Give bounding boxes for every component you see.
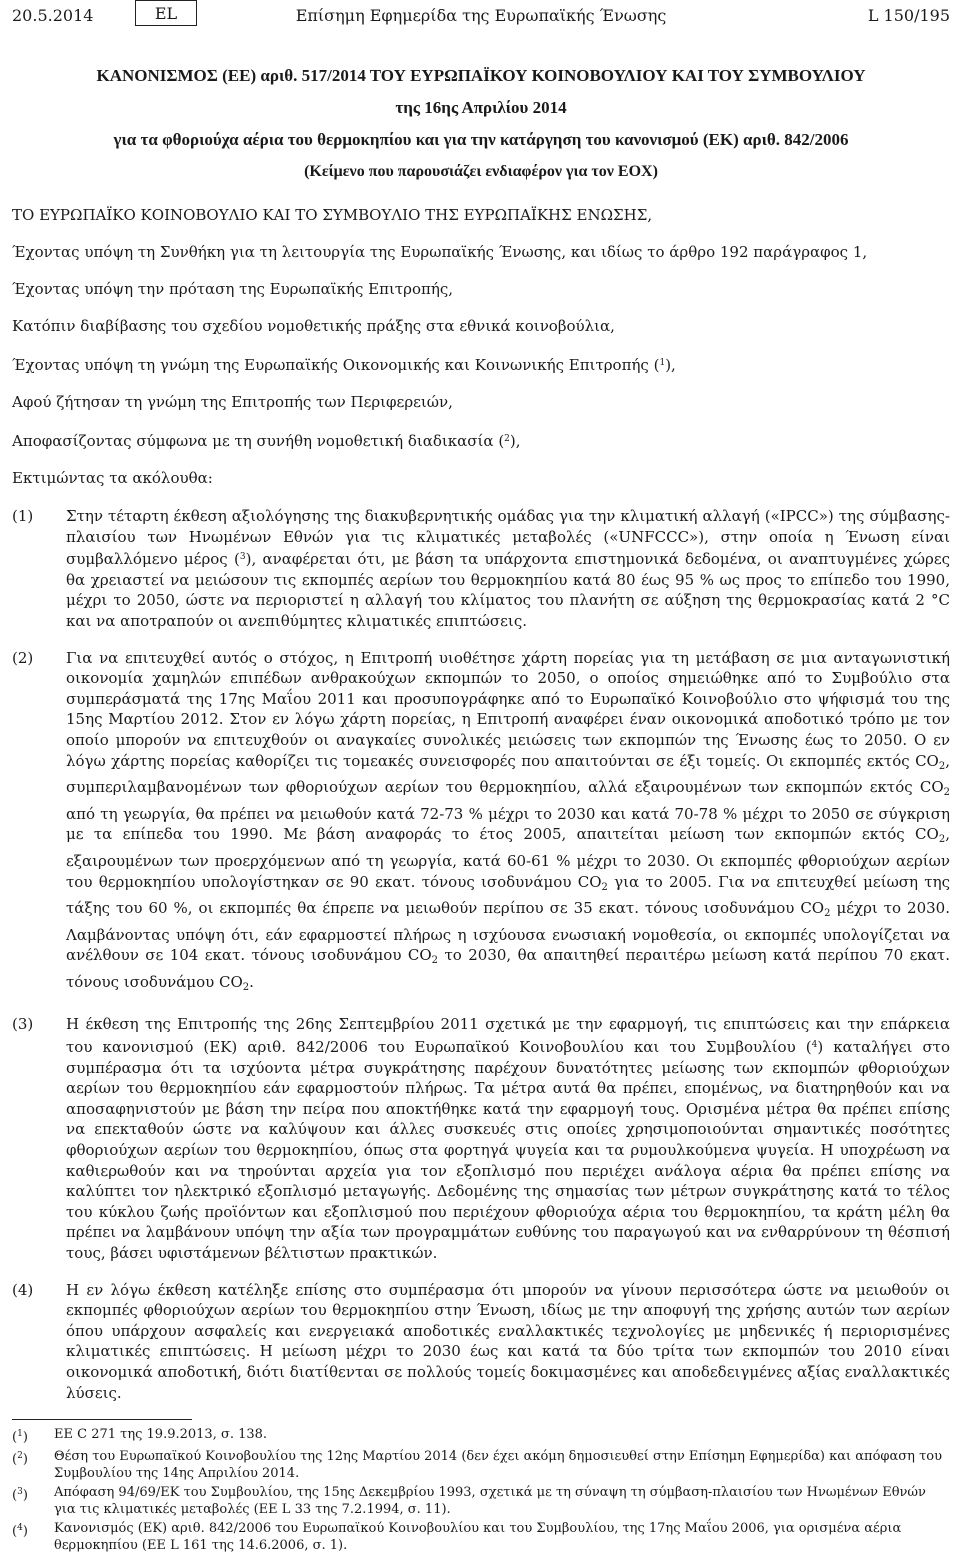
footnote-number: 1 xyxy=(17,1429,23,1440)
preamble-proposal: Έχοντας υπόψη την πρόταση της Ευρωπαϊκής Επιτροπής, xyxy=(12,280,453,298)
preamble-eesc: Έχοντας υπόψη τη γνώμη της Ευρωπαϊκής Οικονομικής και Κοινωνικής Επιτροπής ($^1$), xyxy=(12,356,676,374)
preamble-transmission: Κατόπιν διαβίβασης του σχεδίου νομοθετικής πράξης στα εθνικά κοινοβούλια, xyxy=(12,317,615,335)
preamble-whereas: Εκτιμώντας τα ακόλουθα: xyxy=(12,469,213,487)
recital-4 xyxy=(12,1280,950,1404)
footnote-number: 4 xyxy=(17,1523,23,1534)
footnote-3: ($^3$) Απόφαση 94/69/ΕΚ του Συμβουλίου, της 15ης Δεκεμβρίου 1993, σχετικά με τη σύναψη τη σύμβαση-πλαισίου των Ηνωμένων Εθνών για τις κλιματικές μεταβολές (ΕΕ L 33 της 7.2.1994, σ. 11). xyxy=(12,1484,950,1518)
preamble-treaty: Έχοντας υπόψη τη Συνθήκη για τη λειτουργία της Ευρωπαϊκής Ένωσης, και ιδίως το άρθρο 192 παράγραφος 1, xyxy=(12,243,868,261)
recital-2 xyxy=(12,648,950,999)
title-line-2: της 16ης Απριλίου 2014 xyxy=(395,98,567,117)
preamble-regions: Αφού ζήτησαν τη γνώμη της Επιτροπής των Περιφερειών, xyxy=(12,393,453,411)
footnote-ref[interactable]: 2 xyxy=(504,434,510,444)
regulation-title xyxy=(12,60,950,188)
footnote-number: 2 xyxy=(17,1451,23,1462)
footnote-text: Θέση του Ευρωπαϊκού Κοινοβουλίου της 12ης Μαρτίου 2014 (δεν έχει ακόμη δημοσιευθεί στην Επίσημη Εφημερίδα) και απόφαση του Συμβουλίου της 14ης Απριλίου 2014. xyxy=(54,1449,943,1482)
recital-number: (3) xyxy=(12,1015,34,1034)
recital-text: Η εν λόγω έκθεση κατέληξε επίσης στο συμπέρασμα ότι μπορούν να γίνουν περισσότερα ώστε να μειωθούν οι εκπομπές φθοριούχων αερίων του θερμοκηπίου στην Ένωση, ιδίως με την αποφυγή της χρήσης αυτών των αερίων όπου υπάρχουν ασφαλείς και ενεργειακά αποδοτικές εναλλακτικές τεχνολογίες με μηδενικές ή περιορισμένες κλιματικές επιπτώσεις. Η μείωση μέχρι το 2030 έως και κατά τα δύο τρίτα των εκπομπών του 2010 είναι οικονομικά αποδοτική, διότι διατίθενται σε πολλούς τομείς δοκιμασμένες και αποδεδειγμένες αξίας εναλλακτικές λύσεις. xyxy=(66,1280,950,1402)
preamble-institutions: ΤΟ ΕΥΡΩΠΑΪΚΟ ΚΟΙΝΟΒΟΥΛΙΟ ΚΑΙ ΤΟ ΣΥΜΒΟΥΛΙΟ ΤΗΣ ΕΥΡΩΠΑΪΚΗΣ ΕΝΩΣΗΣ, xyxy=(12,206,653,224)
footnote-4: ($^4$) Κανονισμός (ΕΚ) αριθ. 842/2006 του Ευρωπαϊκού Κοινοβουλίου και του Συμβουλίου, της 17ης Μαΐου 2006, για ορισμένα αέρια θερμοκηπίου (ΕΕ L 161 της 14.6.2006, σ. 1). xyxy=(12,1520,950,1554)
footnote-text: Απόφαση 94/69/ΕΚ του Συμβουλίου, της 15ης Δεκεμβρίου 1993, σχετικά με τη σύναψη τη σύμβαση-πλαισίου των Ηνωμένων Εθνών για τις κλιματικές μεταβολές (ΕΕ L 33 της 7.2.1994, σ. 11). xyxy=(54,1485,926,1518)
footnote-ref[interactable]: 3 xyxy=(239,552,246,563)
preamble-procedure: Αποφασίζοντας σύμφωνα με τη συνήθη νομοθετική διαδικασία ($^2$), xyxy=(12,432,521,450)
language-badge: EL xyxy=(135,0,197,26)
footnote-number: 3 xyxy=(17,1487,23,1498)
recital-1 xyxy=(12,506,950,632)
footnote-1: ($^1$) ΕΕ C 271 της 19.9.2013, σ. 138. xyxy=(12,1426,950,1446)
preamble xyxy=(12,206,950,488)
publication-date: 20.5.2014 xyxy=(12,6,94,25)
footnote-2: ($^2$) Θέση του Ευρωπαϊκού Κοινοβουλίου της 12ης Μαρτίου 2014 (δεν έχει ακόμη δημοσιευθεί στην Επίσημη Εφημερίδα) και απόφαση του Συμβουλίου της 14ης Απριλίου 2014. xyxy=(12,1448,950,1482)
recital-number: (2) xyxy=(12,648,34,667)
title-line-1: ΚΑΝΟΝΙΣΜΟΣ (ΕΕ) αριθ. 517/2014 ΤΟΥ ΕΥΡΩΠΑΪΚΟΥ ΚΟΙΝΟΒΟΥΛΙΟΥ ΚΑΙ ΤΟΥ ΣΥΜΒΟΥΛΙΟΥ xyxy=(96,66,866,85)
footnote-ref[interactable]: 1 xyxy=(659,358,666,368)
recital-text: Η έκθεση της Επιτροπής της 26ης Σεπτεμβρίου 2011 σχετικά με την εφαρμογή, τις επιπτώσεις και την επάρκεια του κανονισμού (ΕΚ) αριθ. 842/2006 του Ευρωπαϊκού Κοινοβουλίου και του Συμβουλίου ($^4$) καταλήγει στο συμπέρασμα ότι τα ισχύοντα μέτρα συγκράτησης παρέχουν δυνατότητες μείωσης των εκπομπών φθοριούχων αερίων του θερμοκηπίου εάν εφαρμοστούν πλήρως. Τα μέτρα αυτά θα πρέπει, επομένως, να διατηρηθούν και να αποσαφηνιστούν με βάση την πείρα που αποκτήθηκε κατά την εφαρμογή τους. Ορισμένα μέτρα θα πρέπει επίσης να επεκταθούν ώστε να καλύψουν και άλλες συσκευές στις οποίες χρησιμοποιούνται σημαντικές ποσότητες φθοριούχων αερίων του θερμοκηπίου, όπως στα φορτηγά ψυγεία και τα ρυμουλκούμενα ψυγεία. Η υποχρέωση να καθιερωθούν και να τηρούνται αρχεία για τον εξοπλισμό που περιέχει ανάλογα αέρια θα πρέπει επίσης να καλύπτει τον ηλεκτρικό εξοπλισμό μεταγωγής. Δεδομένης της σημασίας των μέτρων συγκράτησης κατά το τέλος του κύκλου ζωής προϊόντων και εξοπλισμού που περιέχουν φθοριούχα αέρια του θερμοκηπίου, τα κράτη μέλη θα πρέπει να λαμβάνουν υπόψη την αξία των προγραμμάτων ευθύνης του παραγωγού και να ενθαρρύνουν τη θέσπισή τους, βάσει υφιστάμενων βέλτιστων πρακτικών. xyxy=(66,1015,951,1262)
footnote-text: ΕΕ C 271 της 19.9.2013, σ. 138. xyxy=(54,1427,268,1443)
recital-text: Στην τέταρτη έκθεση αξιολόγησης της διακυβερνητικής ομάδας για την κλιματική αλλαγή («IPCC») της σύμβασης-πλαισίου των Ηνωμένων Εθνών για τις κλιματικές μεταβολές («UNFCCC»), στην οποία η Ένωση είναι συμβαλλόμενο μέρος ($^3$), αναφέρεται ότι, με βάση τα υπάρχοντα επιστημονικά δεδομένα, οι αναπτυγμένες χώρες θα χρειαστεί να μειώσουν τις εκπομπές αερίων του θερμοκηπίου κατά 80 έως 95 % ως προς το επίπεδο του 1990, μέχρι το 2050, ώστε να περιοριστεί η αλλαγή του κλίματος του πλανήτη σε αύξηση της θερμοκρασίας κατά 2 °C και να αποτραπούν οι ανεπιθύμητες κλιματικές επιπτώσεις. xyxy=(66,507,950,630)
title-subtitle: (Κείμενο που παρουσιάζει ενδιαφέρον για τον ΕΟΧ) xyxy=(304,163,658,180)
recital-number: (1) xyxy=(12,507,34,525)
page-reference: L 150/195 xyxy=(867,6,950,25)
recital-number: (4) xyxy=(12,1280,34,1299)
title-line-3: για τα φθοριούχα αέρια του θερμοκηπίου και για την κατάργηση του κανονισμού (ΕΚ) αριθ. 842/2006 xyxy=(113,130,849,149)
journal-name: Επίσημη Εφημερίδα της Ευρωπαϊκής Ένωσης xyxy=(295,6,667,25)
footnote-text: Κανονισμός (ΕΚ) αριθ. 842/2006 του Ευρωπαϊκού Κοινοβουλίου και του Συμβουλίου, της 17ης Μαΐου 2006, για ορισμένα αέρια θερμοκηπίου (ΕΕ L 161 της 14.6.2006, σ. 1). xyxy=(54,1521,902,1554)
page-header xyxy=(12,0,950,40)
footnote-ref[interactable]: 4 xyxy=(811,1040,818,1051)
footnote-divider xyxy=(12,1419,192,1420)
recital-text: Για να επιτευχθεί αυτός ο στόχος, η Επιτροπή υιοθέτησε χάρτη πορείας για τη μετάβαση σε μια ανταγωνιστική οικονομία χαμηλών επιπέδων ανθρακούχων εκπομπών το 2050, ο οποίος σημειώθηκε από το Συμβούλιο στα συμπεράσματά της 17ης Μαΐου 2011 και προσυπογράφηκε από το Ευρωπαϊκό Κοινοβούλιο στο ψήφισμά του της 15ης Μαρτίου 2012. Στον εν λόγω χάρτη πορείας, η Επιτροπή αναφέρει έναν οικονομικά αποδοτικό τρόπο με τον οποίο μπορούν να επιτευχθούν οι αναγκαίες συνολικές μειώσεις των εκπομπών της Ένωσης έως το 2050. Ο εν λόγω χάρτης πορείας καθορίζει τις τομεακές συνεισφορές που απαιτούνται σε έξι τομείς. Οι εκπομπές εκτός $CO_2$, συμπεριλαμβανομένων των φθοριούχων αερίων του θερμοκηπίου, αλλά εξαιρουμένων των εκπομπών εκτός $CO_2$ από τη γεωργία, θα πρέπει να μειωθούν κατά 72-73 % μέχρι το 2030 και κατά 70-78 % μέχρι το 2050 σε σύγκριση με τα επίπεδα του 1990. Με βάση αναφοράς το έτος 2005, απαιτείται μείωση των εκπομπών εκτός $CO_2$, εξαιρουμένων των προερχόμενων από τη γεωργία, κατά 60-61 % μέχρι το 2030. Οι εκπομπές φθοριούχων αερίων του θερμοκηπίου υπολογίστηκαν σε 90 εκατ. τόνους ισοδυνάμου $CO_2$ για το 2005. Για να επιτευχθεί μείωση της τάξης του 60 %, οι εκπομπές θα έπρεπε να μειωθούν περίπου σε 35 εκατ. τόνους ισοδυνάμου $CO_2$ μέχρι το 2030. Λαμβάνοντας υπόψη ότι, εάν εφαρμοστεί πλήρως η ισχύουσα ενωσιακή νομοθεσία, οι εκπομπές υπολογίζεται να ανέλθουν σε 104 εκατ. τόνους ισοδυνάμου $CO_2$ το 2030, θα απαιτηθεί περαιτέρω μείωση κατά περίπου 70 εκατ. τόνους ισοδυνάμου $CO_2$. xyxy=(66,648,950,993)
recital-3 xyxy=(12,1014,950,1263)
